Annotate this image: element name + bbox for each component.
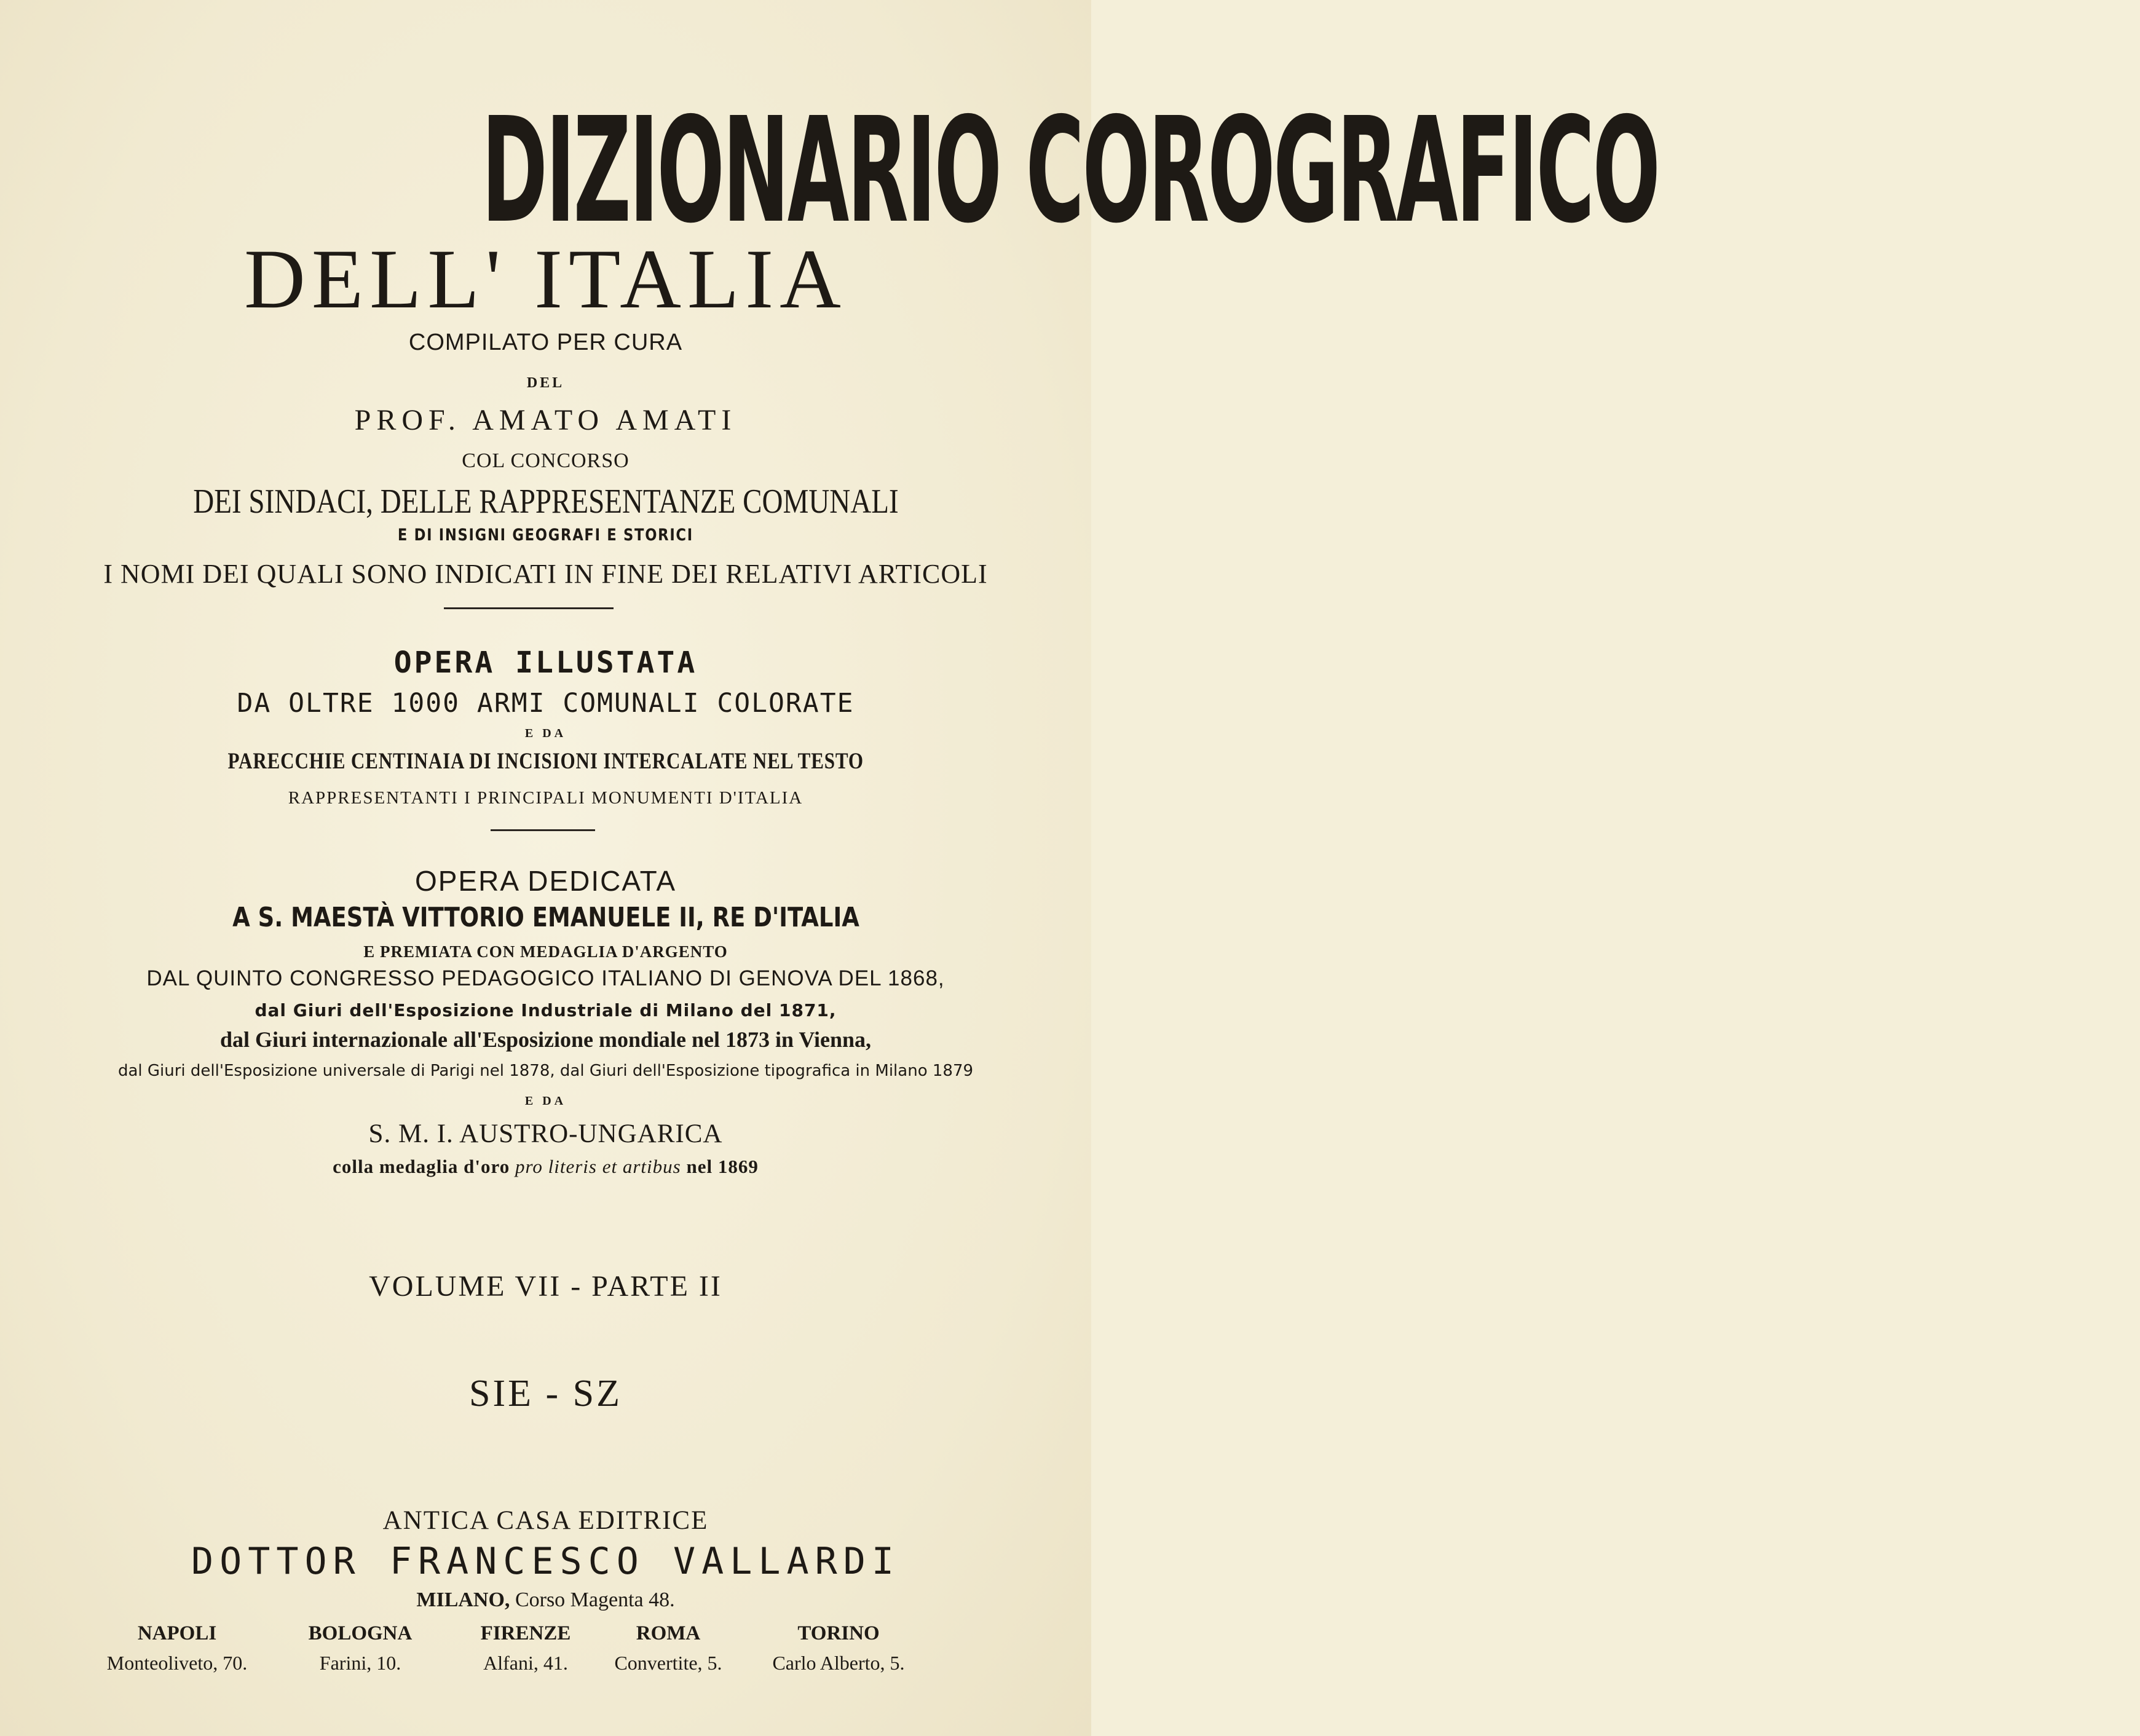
del-label: DEL xyxy=(526,375,565,391)
publisher-casa: ANTICA CASA EDITRICE xyxy=(382,1506,709,1535)
milano-address-line xyxy=(0,1590,1091,1611)
nomi-line: I NOMI DEI QUALI SONO INDICATI IN FINE DEI RELATIVI ARTICOLI xyxy=(103,559,988,589)
dedication-e-da: E DA xyxy=(524,1094,567,1108)
entry-range: SIE - SZ xyxy=(469,1373,622,1414)
divider xyxy=(491,829,595,831)
subtitle: DELL' ITALIA xyxy=(244,232,847,326)
insigni-line xyxy=(0,527,1091,543)
austro-line: S. M. I. AUSTRO-UNGARICA xyxy=(368,1119,723,1148)
premiata-line: E PREMIATA CON MEDAGLIA D'ARGENTO xyxy=(363,942,728,961)
insigni-text: E DI INSIGNI GEOGRAFI E STORICI xyxy=(397,526,694,545)
branch-city: TORINO xyxy=(797,1622,880,1644)
medal-prefix: colla medaglia d'oro xyxy=(333,1156,510,1177)
col-concorso: COL CONCORSO xyxy=(462,449,630,472)
sindaci-line xyxy=(0,484,1091,519)
milano-address: Corso Magenta 48. xyxy=(515,1588,675,1611)
giuri-1878-line: dal Giuri dell'Esposizione universale di Parigi nel 1878, dal Giuri dell'Esposizione tipografica in Milano 1879 xyxy=(117,1062,974,1080)
publisher-name: DOTTOR FRANCESCO VALLARDI xyxy=(191,1540,901,1583)
main-title xyxy=(0,86,1659,255)
branch-city: ROMA xyxy=(636,1622,701,1644)
dedicated-to-text: A S. MAESTÀ VITTORIO EMANUELE II, RE D'ITALIA xyxy=(232,902,859,933)
branch-address: Carlo Alberto, 5. xyxy=(772,1652,905,1674)
branch-address: Monteoliveto, 70. xyxy=(106,1652,248,1674)
divider xyxy=(444,607,614,609)
branch-address: Convertite, 5. xyxy=(614,1652,722,1674)
medal-line xyxy=(0,1157,1091,1176)
medal-suffix: nel 1869 xyxy=(686,1156,759,1177)
medal-motto: pro literis et artibus xyxy=(515,1156,681,1177)
illustrated-e-da: E DA xyxy=(524,727,567,740)
illustrated-heading: OPERA ILLUSTATA xyxy=(393,645,698,680)
branch-address: Farini, 10. xyxy=(319,1652,401,1674)
giuri-1873-line: dal Giuri internazionale all'Esposizione mondiale nel 1873 in Vienna, xyxy=(219,1027,872,1052)
illustrated-line-3: RAPPRESENTANTI I PRINCIPALI MONUMENTI D'ITALIA xyxy=(288,788,803,808)
giuri-1871-line: dal Giuri dell'Esposizione Industriale di Milano del 1871, xyxy=(255,1000,837,1020)
illustrated-line-1: DA OLTRE 1000 ARMI COMUNALI COLORATE xyxy=(237,688,855,719)
congress-line: DAL QUINTO CONGRESSO PEDAGOGICO ITALIANO DI GENOVA DEL 1868, xyxy=(146,966,945,990)
dedication-heading: OPERA DEDICATA xyxy=(414,865,677,897)
branch-city: NAPOLI xyxy=(137,1622,217,1644)
volume-label: VOLUME VII - PARTE II xyxy=(369,1270,722,1303)
illustrated-line-2 xyxy=(0,750,1091,773)
branch-address: Alfani, 41. xyxy=(483,1652,568,1674)
author: PROF. AMATO AMATI xyxy=(354,404,737,436)
dedicated-to xyxy=(0,904,1091,931)
illustrated-line-2-text: PARECCHIE CENTINAIA DI INCISIONI INTERCALATE NEL TESTO xyxy=(227,749,864,774)
branch-city: FIRENZE xyxy=(480,1622,571,1644)
compiled-by: COMPILATO PER CURA xyxy=(408,329,683,355)
branch-city: BOLOGNA xyxy=(308,1622,413,1644)
sindaci-text: DEI SINDACI, DELLE RAPPRESENTANZE COMUNALI xyxy=(192,483,899,521)
milano-city: MILANO, xyxy=(416,1588,510,1611)
main-title-text: DIZIONARIO COROGRAFICO xyxy=(481,86,1659,255)
